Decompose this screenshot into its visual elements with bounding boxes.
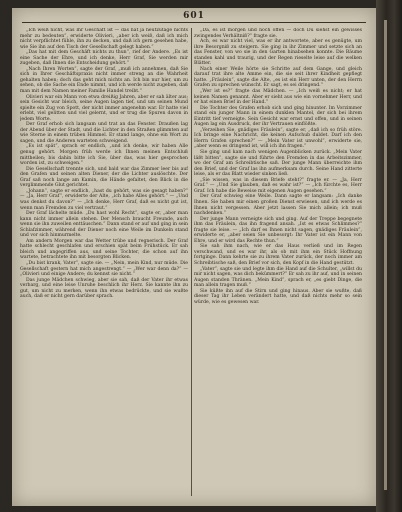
paragraph: „Du bist krank, Vater“, sagte sie. — „Nein, mein Kind, nur müde. Die Gesellschaft gestern hat mich angestrengt.“ — „Wer war denn da?“ — „Olivieri und einige Andere; du kennst sie nicht.“ [20, 260, 188, 278]
paragraph: „Da, es ist morgen und noch offen — doch Du siehst ein gewisses zwingendes Verhältniß?“ fragte sie. [194, 28, 362, 39]
left-column [20, 28, 188, 498]
paragraph: Der junge Mann verneigte sich und ging. Auf der Treppe begegnete ihm das Fräulein, das ihn fragend ansah. „Ist es etwas Schlimmes?“ fragte sie leise. — „Ich darf es Ihnen nicht sagen, gnädiges Fräulein“, erwiderte er, „aber seien Sie unbesorgt: Ihr Vater ist ein Mann von Ehre, und er wird das Rechte thun.“ [194, 216, 362, 244]
book-spine [376, 0, 402, 512]
paragraph: „Es ist spät“, sprach er endlich, „und ich denke, wir haben Alle genug gehört. Morgen früh werde ich Ihnen meinen Entschluß mittheilen; bis dahin bitte ich Sie, über das, was hier gesprochen worden ist, zu schweigen.“ [20, 144, 188, 167]
paper-page [12, 8, 376, 506]
paragraph: Sie sah ihm nach, wie er das Haus verließ und im Regen verschwand, und es war ihr, als ob mit ihm ein Stück Hoffnung fortginge. Dann kehrte sie zu ihrem Vater zurück, der noch immer am Schreibtische saß, den Brief vor sich, den Kopf in die Hand gestützt. [194, 244, 362, 266]
paragraph: „Johann“, sagte er endlich, „hast du gehört, was sie gesagt haben?“ — „Ja, Herr Graf“, erwiderte der Alte, „ich habe Alles gehört.“ — „Und was denkst du davon?“ — „Ich denke, Herr Graf, daß es nicht gut ist, wenn man Fremden zu viel vertraut.“ [20, 188, 188, 211]
paragraph: Olivieri war ein Mann von etwa dreißig Jahren, aber er sah älter aus; sein Gesicht war bleich, seine Augen lagen tief, und um seinen Mund spielte ein Zug von Spott, der nicht immer angenehm war. Er hatte viel erlebt, viel gelitten und viel gelernt, und er trug die Spuren davon in jedem Worte. [20, 94, 188, 122]
page-edges [384, 20, 387, 490]
paragraph: Nach einer Weile hörte sie Schritte auf dem Gange, und gleich darauf trat ihre alte Amme ein, die sie seit ihrer Kindheit gepflegt hatte. „Fräulein“, sagte die Alte, „es ist ein Herr unten, der den Herrn Grafen zu sprechen wünscht. Er sagt, es sei dringend.“ [194, 66, 362, 89]
paragraph: Die Gesellschaft trennte sich, und bald war das Zimmer leer bis auf den Grafen und seinen alten Diener, der die Lichter auslöschte. Der Graf saß noch lange am Kamin, die Hände gefaltet, den Blick in die verglimmende Glut gerichtet. [20, 166, 188, 189]
paragraph: „Nach Ihren Worten“, sagte der Graf, „muß ich annehmen, daß Sie sich in Ihrer Geschäftspraxis nicht immer streng an die Wahrheit gehalten haben; doch das geht mich nichts an. Ich bin nur hier, um zu sehen, ob die Sache ein Ende nimmt, und ich werde nicht zugeben, daß man mit dem Namen meiner Familie Handel treibt.“ [20, 66, 188, 95]
paragraph: Ach, es war nicht viel, was er ihr antwortete, aber es genügte, um ihre Besorgniß zu steigern. Sie ging in ihr Zimmer und setzte sich an das Fenster, von wo sie in den Garten hinabsehen konnte. Die Bäume standen kahl und traurig, und der Regen rieselte leise auf die welken Blätter. [194, 39, 362, 67]
paragraph: Sie ging und kam nach wenigen Augenblicken zurück. „Mein Vater läßt bitten“, sagte sie und führte den Fremden in das Arbeitszimmer, wo der Graf am Schreibtische saß. Der junge Mann überreichte ihm den Brief, und der Graf las ihn aufmerksam durch. Seine Hand zitterte leise, als er das Blatt wieder sinken ließ. [194, 150, 362, 178]
page-header [22, 11, 366, 23]
paragraph: Der Graf lächelte müde. „Du hast wohl Recht“, sagte er, „aber man kann nicht immer allein stehen. Der Mensch braucht Freunde, auch wenn sie ihn zuweilen enttäuschen.“ Dann stand er auf und ging in sein Schlafzimmer, während der Diener noch eine Weile im Dunkeln stand und vor sich hinmurmelte. [20, 211, 188, 239]
paragraph: Der Graf erhob sich langsam und trat an das Fenster. Draußen lag der Abend über der Stadt, und die Lichter in den Straßen glimmten auf wie Sterne in einem trüben Himmel. Er stand lange, ohne ein Wort zu sagen, und die Anderen warteten schweigend. [20, 122, 188, 144]
paragraph: „Wer ist es?“ fragte das Mädchen. — „Ich weiß es nicht; er hat keinen Namen genannt. Aber er sieht aus wie ein vornehmer Herr, und er hat einen Brief in der Hand.“ [194, 89, 362, 106]
paragraph: „Das hat mit dem Geschäft nichts zu thun“, rief der Andere. „Es ist eine Sache der Ehre, und ich denke, Herr Graf, Sie werden mir zugeben, daß Ihnen die Entscheidung gehört.“ [20, 50, 188, 67]
paragraph: Die Tochter des Grafen erhob sich und ging hinunter. Im Vorzimmer stand ein junger Mann in einem dunklen Mantel, der sich bei ihrem Eintritt tief verneigte. Sein Gesicht war ernst und offen, und in seinen Augen lag ein Ausdruck, der ihr Vertrauen einflößte. [194, 105, 362, 128]
header-rule [22, 22, 366, 23]
column-divider [191, 28, 192, 496]
right-column [194, 28, 362, 498]
paragraph: Der Graf schwieg eine Weile. Dann sagte er langsam: „Ich danke Ihnen. Sie haben mir einen großen Dienst erwiesen, und ich werde es Ihnen nicht vergessen. Aber jetzt lassen Sie mich allein; ich muß nachdenken.“ [194, 194, 362, 217]
paragraph: „Sie wissen, was in diesem Briefe steht?“ fragte er. — „Ja, Herr Graf.“ — „Und Sie glauben, daß es wahr ist?“ — „Ich fürchte es, Herr Graf. Ich habe die Beweise mit eigenen Augen gesehen.“ [194, 177, 362, 194]
paragraph: Sie küßte ihn auf die Stirn und ging hinaus. Aber sie wußte, daß dieser Tag ihr Leben verändert hatte, und daß nichts mehr so sein würde, wie es gewesen war. [194, 288, 362, 305]
paragraph: „Ich weiß nicht, was Ihr Geschäft ist — das hat ja heutzutage nichts mehr zu bedeuten“, erwiderte Olivieri, „aber ich weiß, daß ich mich nicht verpflichtet fühle, ihn zu decken, und daß ich gern gesehen habe, wie Sie ihn auf den Tisch der Gesellschaft gelegt haben.“ [20, 28, 188, 50]
page-number: 601 [183, 11, 205, 21]
paragraph: „Verzeihen Sie, gnädiges Fräulein“, sagte er, „daß ich so früh störe. Ich bringe eine Nachricht, die keinen Aufschub duldet. Darf ich den Herrn Grafen sprechen?“ — „Mein Vater ist unwohl“, erwiderte sie, „aber wenn es dringend ist, will ich ihn fragen.“ [194, 127, 362, 150]
paragraph: Am andern Morgen war das Wetter trübe und regnerisch. Der Graf hatte schlecht geschlafen und erschien spät beim Frühstück. Er sah bleich und angegriffen aus, und seine Tochter, die schon auf ihn wartete, betrachtete ihn mit besorgten Blicken. [20, 238, 188, 261]
paragraph: Das junge Mädchen schwieg, aber sie sah, daß der Vater ihr etwas verbarg, und eine leise Unruhe beschlich ihr Herz. Sie kannte ihn zu gut, um nicht zu merken, wenn ihn etwas bedrückte, und sie wußte auch, daß er nicht gern darüber sprach. [20, 277, 188, 300]
paragraph: „Vater“, sagte sie und legte ihm die Hand auf die Schulter, „willst du mir nicht sagen, was dich bekümmert?“ Er sah zu ihr auf, und in seinen Augen standen Thränen. „Mein Kind“, sprach er, „es giebt Dinge, die man allein tragen muß.“ [194, 266, 362, 289]
